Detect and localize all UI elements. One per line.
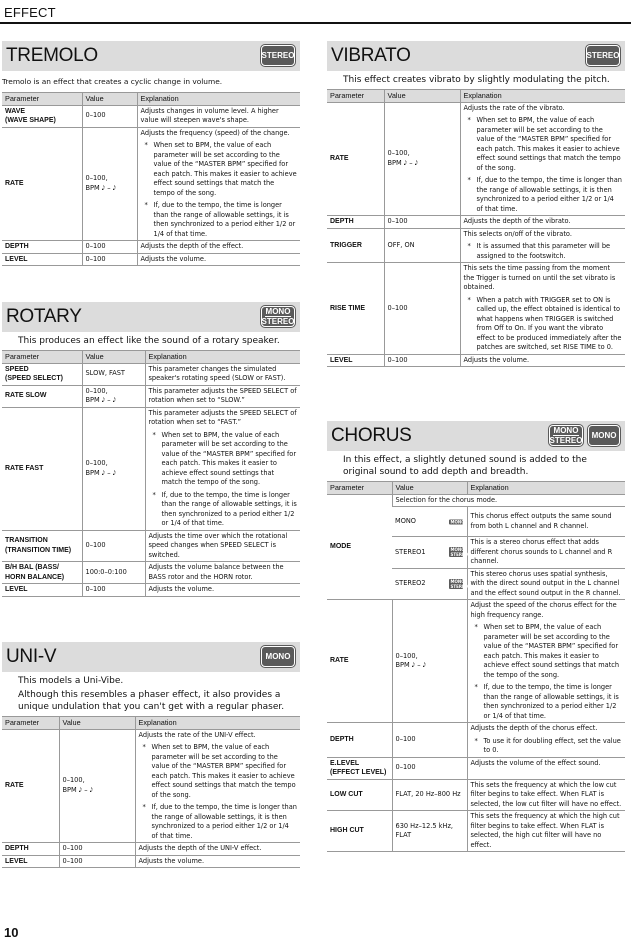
column-header: Value: [82, 93, 137, 106]
explanation-text: This sets the time passing from the moment the Trigger is turned on until the set vibrato is obtained.: [463, 264, 616, 291]
explanation-text: Adjusts the volume.: [463, 355, 530, 364]
explanation-text: Adjusts the volume.: [140, 254, 207, 263]
column-header: Explanation: [135, 717, 300, 730]
explanation-cell: [145, 385, 300, 407]
column-header: Parameter: [2, 93, 82, 106]
column-header: Value: [384, 90, 460, 103]
table-row: [327, 216, 625, 229]
explanation-cell: [145, 363, 300, 385]
note-bullet: * If, due to the tempo, the time is longer than the range of allowable settings, it is then synchronized to a period either 1/2 or 1/4 of that time.: [141, 201, 298, 239]
table-row: [2, 241, 300, 254]
note-bullet: * When set to BPM, the value of each parameter will be set according to the value of the “MASTER BPM” specified for each patch. This makes it easier to achieve effect sound settings that match the tempo of the song.: [149, 431, 298, 488]
explanation-cell: [137, 241, 300, 254]
param-cell: RATE: [2, 127, 82, 241]
note-bullet: * When set to BPM, the value of each parameter will be set according to the value of the “MASTER BPM” specified for each patch. This makes it easier to achieve effect sound settings that match the tempo of the song.: [464, 116, 623, 173]
vibrato-section: [327, 41, 625, 367]
table-row: [327, 723, 625, 758]
param-cell: DEPTH: [327, 723, 392, 758]
table-row: [2, 385, 300, 407]
mono-stereo-badge: [549, 425, 583, 446]
column-header: Parameter: [2, 717, 59, 730]
explanation-text: Adjusts the volume.: [138, 856, 205, 865]
table-header-row: [327, 482, 625, 495]
value-cell: OFF, ON: [384, 228, 460, 263]
value-cell: 0–100: [59, 843, 135, 856]
note-bullet: * When set to BPM, the value of each parameter will be set according to the value of the “MASTER BPM” specified for each patch. This makes it easier to achieve effect sound settings that match the tempo of the song.: [139, 743, 298, 800]
table-row: [2, 105, 300, 127]
explanation-cell: [460, 102, 625, 216]
param-cell: RATE: [2, 729, 59, 843]
value-cell: 0–100: [384, 354, 460, 367]
explanation-cell: [467, 779, 625, 811]
explanation-text: Adjusts the depth of the vibrato.: [463, 217, 571, 225]
explanation-cell: [135, 855, 300, 868]
note-bullet: * It is assumed that this parameter will be assigned to the footswitch.: [464, 242, 623, 261]
explanation-text: Adjusts the volume.: [148, 585, 215, 593]
stereo-badge-label: STEREO: [261, 317, 295, 326]
table-row: [327, 263, 625, 355]
explanation-cell: [145, 584, 300, 597]
tremolo-table: [2, 92, 300, 266]
chorus-table: [327, 481, 625, 852]
table-row: [2, 530, 300, 562]
explanation-cell: [137, 253, 300, 266]
mono-stereo-badge: [261, 306, 295, 327]
value-cell: 0–100: [392, 757, 467, 779]
value-cell: 0–100, BPM 𝅘𝅥𝅮 – 𝅘𝅥𝅮: [82, 385, 145, 407]
explanation-text: This parameter changes the simulated speaker's rotating speed (SLOW or FAST).: [148, 364, 286, 382]
table-header-row: [327, 90, 625, 103]
explanation-cell: [145, 407, 300, 530]
explanation-cell: This stereo chorus uses spatial synthesis, with the direct sound output in the L channel and the effect sound output in the R channel.: [467, 568, 625, 600]
rotary-title: ROTARY: [6, 306, 82, 327]
explanation-cell: [467, 600, 625, 723]
table-row: [327, 811, 625, 852]
explanation-text: This sets the frequency at which the high cut filter begins to take effect. When FLAT is selected, the high cut filter will have no effect.: [470, 812, 620, 849]
rotary-section: [2, 302, 300, 597]
table-row: [2, 729, 300, 843]
note-bullet: * If, due to the tempo, the time is longer than the range of allowable settings, it is then synchronized to a period either 1/2 or 1/4 of that time.: [464, 176, 623, 214]
value-cell: 0–100, BPM 𝅘𝅥𝅮 – 𝅘𝅥𝅮: [392, 600, 467, 723]
column-header: Parameter: [327, 90, 384, 103]
rotary-description: This produces an effect like the sound of a rotary speaker.: [18, 336, 280, 346]
explanation-text: This selects on/off of the vibrato.: [463, 229, 572, 238]
note-bullet: * If, due to the tempo, the time is longer than the range of allowable settings, it is then synchronized to a period either 1/2 or 1/4 of that time.: [149, 491, 298, 529]
param-cell: LEVEL: [327, 354, 384, 367]
stereo-badge-label: STEREO: [549, 436, 583, 445]
tremolo-title: TREMOLO: [6, 45, 98, 66]
note-bullet: * If, due to the tempo, the time is longer than the range of allowable settings, it is then synchronized to a period either 1/2 or 1/4 of that time.: [139, 803, 298, 841]
value-cell: [392, 507, 467, 537]
column-header: Parameter: [2, 351, 82, 364]
param-cell: DEPTH: [2, 843, 59, 856]
table-row: [327, 600, 625, 723]
note-bullet: * If, due to the tempo, the time is longer than the range of allowable settings, it is then synchronized to a period either 1/2 or 1/4 of that time.: [471, 683, 623, 721]
table-row: [327, 757, 625, 779]
param-cell: RATE SLOW: [2, 385, 82, 407]
param-cell: HIGH CUT: [327, 811, 392, 852]
explanation-text: Adjusts the volume of the effect sound.: [470, 758, 601, 767]
value-cell: FLAT, 20 Hz–800 Hz: [392, 779, 467, 811]
mode-icon: MONO: [450, 519, 465, 524]
chorus-description: In this effect, a slightly detuned sound is added to the original sound to add depth and breadth.: [343, 455, 587, 477]
explanation-cell: [467, 723, 625, 758]
value-cell: SLOW, FAST: [82, 363, 145, 385]
explanation-cell: [467, 811, 625, 852]
value-cell: 0–100, BPM 𝅘𝅥𝅮 – 𝅘𝅥𝅮: [82, 127, 137, 241]
value-cell: 0–100: [59, 855, 135, 868]
value-cell: 0–100: [392, 723, 467, 758]
param-cell: LEVEL: [2, 584, 82, 597]
table-row: [2, 407, 300, 530]
mode-option-label: STEREO1: [395, 547, 426, 556]
mode-option-label: MONO: [395, 516, 417, 525]
table-row: [327, 779, 625, 811]
page-header-title: EFFECT: [4, 5, 56, 20]
univ-title: UNI-V: [6, 646, 57, 667]
tremolo-section: [2, 41, 300, 266]
tremolo-header: [2, 41, 300, 71]
param-cell: SPEED (SPEED SELECT): [2, 363, 82, 385]
explanation-text: Adjusts the frequency (speed) of the change.: [140, 128, 290, 137]
explanation-text: Adjusts the depth of the effect.: [140, 242, 244, 250]
value-cell: 0–100: [82, 241, 137, 254]
param-cell: B/H BAL (BASS/ HORN BALANCE): [2, 562, 82, 584]
column-header: Explanation: [137, 93, 300, 106]
univ-section: [2, 642, 300, 868]
param-cell: TRANSITION (TRANSITION TIME): [2, 530, 82, 562]
note-bullet: * When set to BPM, the value of each parameter will be set according to the value of the “MASTER BPM” specified for each patch. This makes it easier to achieve effect sound settings that match the tempo of the song.: [141, 141, 298, 198]
explanation-cell: [135, 843, 300, 856]
explanation-text: Adjusts changes in volume level. A higher value will steepen wave's shape.: [140, 106, 279, 124]
header-rule: [0, 22, 631, 24]
vibrato-header: [327, 41, 625, 71]
param-cell: RATE: [327, 600, 392, 723]
mono-badge: MONO: [261, 646, 295, 667]
table-row: [2, 584, 300, 597]
explanation-text: Adjusts the volume balance between the BASS rotor and the HORN rotor.: [148, 563, 284, 581]
mode-icon: MONO STEREO: [450, 547, 469, 558]
univ-table: [2, 716, 300, 868]
note-bullet: * When a patch with TRIGGER set to ON is called up, the effect obtained is identical to what happens when TRIGGER is switched from Off to On. If you want the vibrato effect to be produced immediately after the patches are switched, set RISE TIME to 0.: [464, 296, 623, 353]
table-row: [327, 354, 625, 367]
param-cell: DEPTH: [327, 216, 384, 229]
value-cell: 0–100, BPM 𝅘𝅥𝅮 – 𝅘𝅥𝅮: [384, 102, 460, 216]
explanation-text: Adjusts the rate of the UNI-V effect.: [138, 730, 256, 739]
param-cell: RATE: [327, 102, 384, 216]
explanation-cell: This chorus effect outputs the same sound from both L channel and R channel.: [467, 507, 625, 537]
univ-description-2: Although this resembles a phaser effect, it also provides a unique undulation that you can't get with a regular phaser.: [18, 690, 285, 712]
value-cell: 0–100: [82, 584, 145, 597]
mode-option-label: STEREO2: [395, 579, 426, 587]
value-cell: [392, 568, 467, 600]
note-bullet: * To use it for doubling effect, set the value to 0.: [471, 737, 623, 756]
column-header: Explanation: [460, 90, 625, 103]
column-header: Explanation: [467, 482, 625, 495]
explanation-cell: [145, 562, 300, 584]
stereo-badge: STEREO: [586, 45, 620, 66]
chorus-section: [327, 421, 625, 852]
param-cell: LOW CUT: [327, 779, 392, 811]
explanation-text: This parameter adjusts the SPEED SELECT of rotation when set to “SLOW.”: [148, 386, 297, 404]
value-cell: 0–100: [82, 105, 137, 127]
column-header: Value: [82, 351, 145, 364]
explanation-cell: [467, 757, 625, 779]
explanation-cell: [460, 263, 625, 355]
explanation-text: Adjusts the time over which the rotational speed changes when SPEED SELECT is switched.: [148, 531, 288, 559]
mono-badge-label: MONO: [265, 307, 291, 316]
tremolo-description: Tremolo is an effect that creates a cyclic change in volume.: [2, 77, 223, 86]
param-cell: LEVEL: [2, 253, 82, 266]
table-header-row: [2, 351, 300, 364]
param-cell: TRIGGER: [327, 228, 384, 263]
param-cell: DEPTH: [2, 241, 82, 254]
table-row: [327, 494, 625, 507]
explanation-text: Adjusts the depth of the UNI-V effect.: [138, 844, 262, 852]
explanation-cell: Selection for the chorus mode.: [392, 494, 625, 507]
table-row: [2, 363, 300, 385]
value-cell: 0–100: [82, 253, 137, 266]
rotary-header: [2, 302, 300, 332]
explanation-cell: [460, 354, 625, 367]
explanation-cell: [145, 530, 300, 562]
column-header: Parameter: [327, 482, 392, 495]
param-cell: WAVE (WAVE SHAPE): [2, 105, 82, 127]
table-row: [2, 562, 300, 584]
vibrato-table: [327, 89, 625, 367]
value-cell: 0–100: [384, 263, 460, 355]
param-cell: RISE TIME: [327, 263, 384, 355]
table-row: [2, 855, 300, 868]
explanation-cell: [460, 216, 625, 229]
chorus-header: [327, 421, 625, 451]
param-cell: LEVEL: [2, 855, 59, 868]
table-header-row: [2, 717, 300, 730]
value-cell: 0–100, BPM 𝅘𝅥𝅮 – 𝅘𝅥𝅮: [82, 407, 145, 530]
univ-description-1: This models a Uni-Vibe.: [18, 676, 124, 686]
value-cell: 0–100: [384, 216, 460, 229]
value-cell: [392, 537, 467, 569]
explanation-cell: [137, 127, 300, 241]
explanation-text: Adjusts the rate of the vibrato.: [463, 103, 565, 112]
param-cell: RATE FAST: [2, 407, 82, 530]
rotary-table: [2, 350, 300, 597]
mono-badge: MONO: [588, 425, 620, 446]
param-cell: MODE: [327, 494, 392, 600]
table-row: [327, 228, 625, 263]
explanation-text: This parameter adjusts the SPEED SELECT of rotation when set to “FAST.”: [148, 408, 297, 426]
note-bullet: * When set to BPM, the value of each parameter will be set according to the value of the “MASTER BPM” specified for each patch. This makes it easier to achieve effect sound settings that match the tempo of the song.: [471, 623, 623, 680]
stereo-badge: STEREO: [261, 45, 295, 66]
table-row: [2, 127, 300, 241]
value-cell: 100:0–0:100: [82, 562, 145, 584]
mode-icon: MONO STEREO: [450, 578, 469, 589]
chorus-title: CHORUS: [331, 425, 412, 446]
vibrato-description: This effect creates vibrato by slightly modulating the pitch.: [343, 75, 610, 85]
column-header: Value: [392, 482, 467, 495]
univ-header: [2, 642, 300, 672]
table-header-row: [2, 93, 300, 106]
param-cell: E.LEVEL (EFFECT LEVEL): [327, 757, 392, 779]
explanation-cell: [460, 228, 625, 263]
explanation-text: Adjust the speed of the chorus effect for the high frequency range.: [470, 601, 617, 619]
explanation-cell: This is a stereo chorus effect that adds different chorus sounds to L channel and R channel.: [467, 537, 625, 569]
column-header: Explanation: [145, 351, 300, 364]
explanation-cell: [137, 105, 300, 127]
table-row: [2, 253, 300, 266]
column-header: Value: [59, 717, 135, 730]
vibrato-title: VIBRATO: [331, 45, 411, 66]
explanation-text: Adjusts the depth of the chorus effect.: [470, 724, 598, 732]
table-row: [2, 843, 300, 856]
value-cell: 630 Hz–12.5 kHz, FLAT: [392, 811, 467, 852]
mono-badge-label: MONO: [553, 426, 579, 435]
explanation-text: This sets the frequency at which the low cut filter begins to take effect. When FLAT is selected, the low cut filter will have no effect.: [470, 780, 622, 808]
table-row: [327, 102, 625, 216]
value-cell: 0–100, BPM 𝅘𝅥𝅮 – 𝅘𝅥𝅮: [59, 729, 135, 843]
explanation-cell: [135, 729, 300, 843]
value-cell: 0–100: [82, 530, 145, 562]
page-number: 10: [4, 925, 19, 940]
